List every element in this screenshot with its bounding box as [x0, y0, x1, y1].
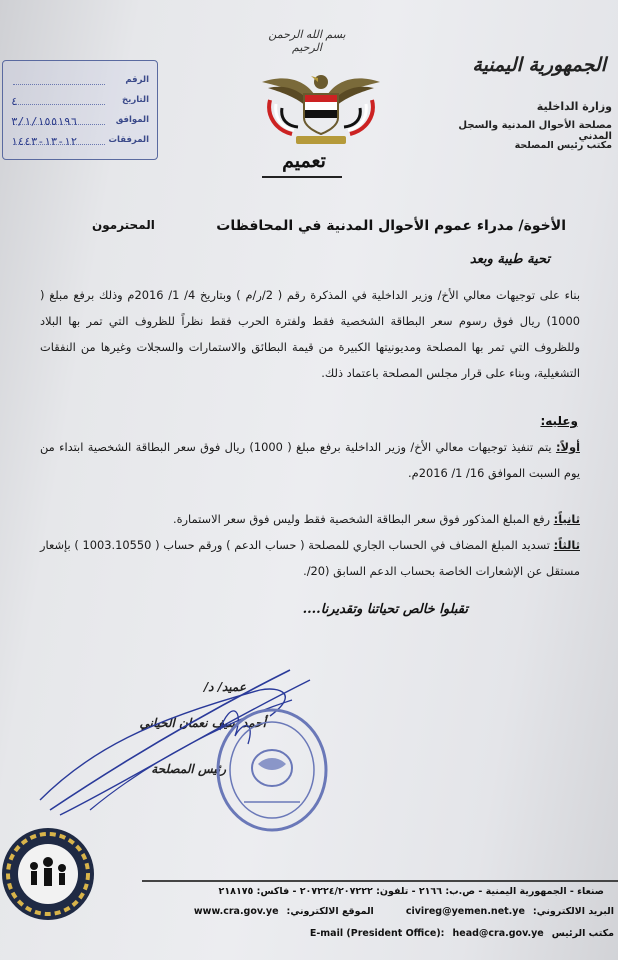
basmala: بسم الله الرحمن الرحيم: [268, 28, 346, 54]
signatory-name: أحمد سيف نعمان الحياني: [139, 716, 266, 730]
ref-row: [3, 95, 153, 109]
directive-text: يتم تنفيذ توجيهات معالي الأخ/ وزير الداخلية برفع مبلغ ( 1000) ريال فوق سعر البطاقة الشخصية ابتداء من يوم السبت الموافق 16/ 1/ 2016م.: [40, 440, 580, 480]
footer-president-row: [310, 928, 614, 939]
doc-type-underline: [262, 176, 342, 178]
directive-label: ثانياً:: [553, 512, 580, 526]
ref-label: الرقم: [125, 75, 149, 85]
website-label: الموقع الالكتروني:: [286, 906, 374, 917]
president-label-ar: مكتب الرئيس: [551, 928, 614, 939]
cra-logo-icon: [0, 826, 96, 922]
republic-name: الجمهورية اليمنية: [472, 54, 606, 76]
ref-label: المرفقات: [108, 135, 149, 145]
ref-value: ٣/١/١٥٥١٩٦: [11, 115, 78, 128]
ref-row: [3, 135, 153, 149]
president-email-link[interactable]: head@cra.gov.ye: [452, 928, 544, 939]
ref-label: الموافق: [115, 115, 149, 125]
body-paragraph: بناء على توجيهات معالي الأخ/ وزير الداخلية في المذكرة رقم ( 2/ر/م ) وبتاريخ 4/ 1/ 2016م وذلك برفع مبلغ ( 1000) ريال فوق رسوم سعر البطاقة الشخصية فقط ولفترة الحرب فقط نظراً للظروف التي تمر بها البلاد وللظروف التي تمر بها المصلحة ومديونيتها الكبيرة من قيمة البطائق والاستمارات والسجلات وغيرها من النفقات التشغيلية، وبناء على قرار مجلس المصلحة باعتماد ذلك.: [40, 288, 580, 380]
therefore-heading: وعليه:: [540, 414, 578, 428]
ref-row: [3, 75, 153, 89]
email-label: البريد الالكتروني:: [532, 906, 614, 917]
office-name: مكتب رئيس المصلحة: [514, 140, 612, 151]
directive-label: أولاً:: [555, 440, 580, 454]
ref-value: ١٢-١٣-١٤٤٣: [11, 135, 78, 148]
ref-row: [3, 115, 153, 129]
directive-text: تسديد المبلغ المضاف في الحساب الجاري للمصلحة ( حساب الدعم ) ورقم حساب ( 1003.10550 ) بإشعار مستقل عن الإشعارات الخاصة بحساب الدعم السابق (20/.: [40, 538, 580, 578]
respect-word: المحترمون: [92, 218, 155, 232]
directive-item: [40, 532, 580, 584]
ministry-name: وزارة الداخلية: [536, 100, 612, 113]
footer-address: صنعاء - الجمهورية اليمنية - ص.ب: ٢١٦٦ - تلفون: ٢٠٧٢٢٤/٢٠٧٢٢٢ - فاكس: ٢١٨١٧٥: [218, 886, 604, 897]
closing-line: تقبلوا خالص تحياتنا وتقديرنا....: [302, 602, 468, 617]
ref-label: التاريخ: [122, 95, 149, 105]
directive-text: رفع المبلغ المذكور فوق سعر البطاقة الشخصية فقط وليس فوق سعر الاستمارة.: [172, 512, 551, 526]
footer-contact-row: [194, 906, 614, 917]
eagle-emblem-icon: [256, 60, 386, 150]
website-link[interactable]: www.cra.gov.ye: [193, 906, 279, 917]
ref-value: ٤: [11, 95, 18, 108]
directive-item: [40, 506, 580, 532]
directive-item: [40, 434, 580, 486]
official-seal-icon: [214, 706, 330, 834]
salutation: الأخوة/ مدراء عموم الأحوال المدنية في المحافظات: [216, 218, 566, 234]
document-type: تعميم: [282, 150, 326, 172]
president-label-en: E-mail (President Office):: [309, 928, 445, 939]
reference-stamp: [2, 60, 158, 160]
footer-divider: [142, 880, 618, 882]
signatory-role: رئيس المصلحة: [151, 762, 226, 776]
signatory-rank: عميد/ د/: [203, 680, 246, 694]
email-link[interactable]: civireg@yemen.net.ye: [405, 906, 525, 917]
directive-label: ثالثاً:: [553, 538, 580, 552]
authority-name: مصلحة الأحوال المدنية والسجل المدني: [458, 120, 612, 142]
greeting: تحية طيبة وبعد: [469, 252, 550, 267]
